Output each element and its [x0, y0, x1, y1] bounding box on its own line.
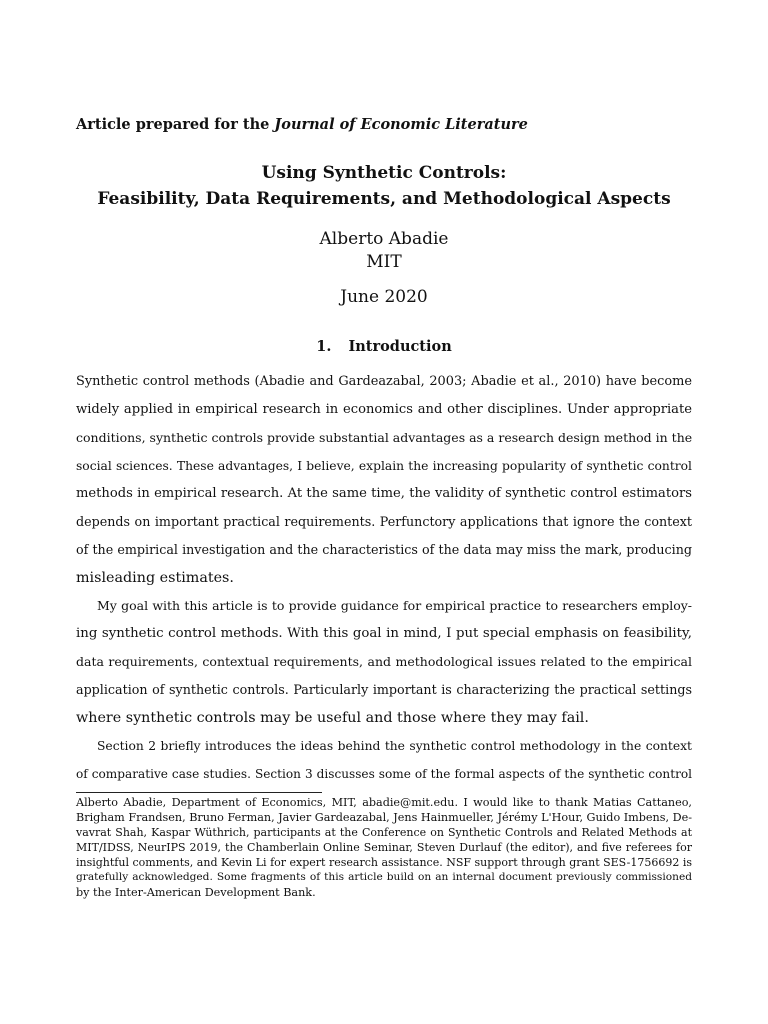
journal-preparation-note [76, 116, 528, 133]
body-text-line: My goal with this article is to provide guidance for empirical practice to researchers employ- [97, 598, 692, 613]
author-affiliation: MIT [366, 252, 402, 272]
paper-title-line-1: Using Synthetic Controls: [261, 163, 507, 183]
body-text-line: application of synthetic controls. Particularly important is characterizing the practical settings [76, 682, 692, 697]
body-text-line: depends on important practical requirements. Perfunctory applications that ignore the context [76, 514, 692, 529]
footnote-line: insightful comments, and Kevin Li for expert research assistance. NSF support through grant SES-1756692 is [76, 856, 692, 869]
body-text-line: Synthetic control methods (Abadie and Gardeazabal, 2003; Abadie et al., 2010) have become [76, 374, 692, 389]
author-name: Alberto Abadie [319, 229, 449, 249]
footnote-divider [76, 792, 322, 793]
section-heading [0, 338, 768, 355]
section-number: 1. [316, 338, 332, 355]
body-text-line: of the empirical investigation and the characteristics of the data may miss the mark, producing [76, 542, 692, 557]
footnote-line: by the Inter-American Development Bank. [76, 886, 316, 899]
paper-title-line-2: Feasibility, Data Requirements, and Methodological Aspects [97, 189, 671, 209]
journal-name: Journal of Economic Literature [274, 116, 528, 133]
footnote-line: Brigham Frandsen, Bruno Ferman, Javier Gardeazabal, Jens Hainmueller, Jérémy L'Hour, Guido Imbens, De- [76, 811, 692, 824]
publication-date: June 2020 [340, 287, 428, 307]
body-text-line: where synthetic controls may be useful and those where they may fail. [76, 710, 589, 726]
footnote-line: Alberto Abadie, Department of Economics, MIT, abadie@mit.edu. I would like to thank Matias Cattaneo, [76, 796, 692, 809]
body-text-line: widely applied in empirical research in economics and other disciplines. Under appropriate [76, 402, 692, 417]
footnote-line: MIT/IDSS, NeurIPS 2019, the Chamberlain Online Seminar, Steven Durlauf (the editor), and five referees for [76, 841, 692, 854]
body-text-line: misleading estimates. [76, 570, 234, 586]
body-text-line: data requirements, contextual requirements, and methodological issues related to the empirical [76, 654, 692, 669]
footnote-line: gratefully acknowledged. Some fragments of this article build on an internal document previously commissioned [76, 871, 692, 883]
body-text-line: Section 2 briefly introduces the ideas behind the synthetic control methodology in the context [97, 739, 692, 753]
body-text-line: methods in empirical research. At the same time, the validity of synthetic control estimators [76, 486, 692, 501]
body-text-line: of comparative case studies. Section 3 discusses some of the formal aspects of the synthetic control [76, 767, 692, 781]
section-title: Introduction [348, 338, 452, 355]
body-text-line: conditions, synthetic controls provide substantial advantages as a research design method in the [76, 430, 693, 445]
body-text-line: ing synthetic control methods. With this goal in mind, I put special emphasis on feasibility, [76, 626, 692, 641]
footnote-line: vavrat Shah, Kaspar Wüthrich, participants at the Conference on Synthetic Controls and Related Methods at [76, 826, 692, 839]
prepared-for-label: Article prepared for the [76, 116, 270, 133]
body-text-line: social sciences. These advantages, I believe, explain the increasing popularity of synthetic control [76, 459, 692, 473]
